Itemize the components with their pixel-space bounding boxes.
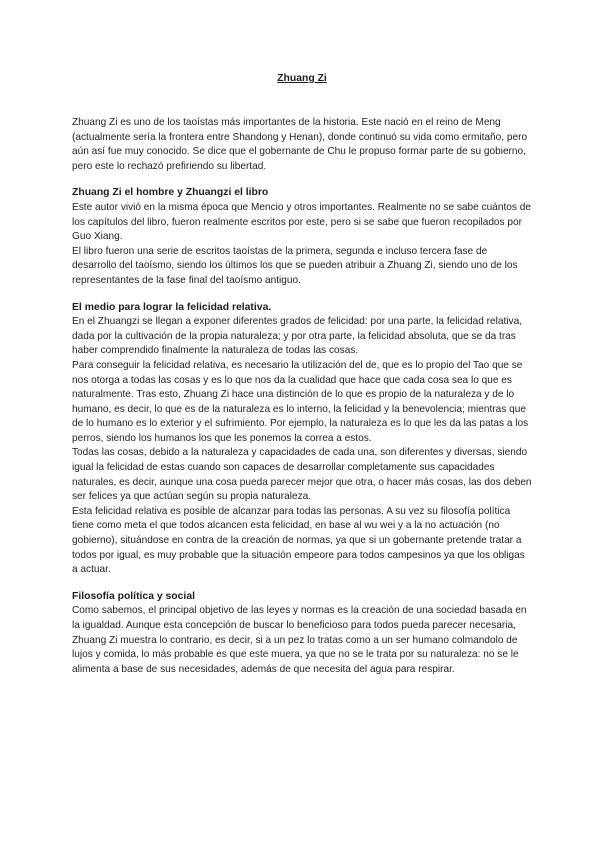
section-heading: El medio para lograr la felicidad relativa. bbox=[72, 301, 272, 313]
spacer bbox=[72, 289, 532, 301]
paragraph: En el Zhuangzi se llegan a exponer diferentes grados de felicidad: por una parte, la felicidad relativa, dada por la cultivación de la propia naturaleza; y por otra parte, la felicidad absoluta, que se da tras haber comprendido finalmente la naturaleza de todas las cosas. bbox=[72, 316, 523, 357]
paragraph: Esta felicidad relativa es posible de alcanzar para todas las personas. A su vez su filosofía política tiene como meta el que todos alcancen esta felicidad, en base al wu wei y a la no actuación (no gobierno), situándose en contra de la creación de normas, ya que si un gobernante pretende tratar a todos por igual, es muy probable que la situación empeore para todos campesinos ya que los obligas a actuar. bbox=[72, 505, 525, 576]
paragraph: Todas las cosas, debido a la naturaleza y capacidades de cada una, son diferentes y diversas, siendo igual la felicidad de estas cuando son capaces de desarrollar completamente sus capacidades naturales, es decir, aunque una cosa pueda parecer mejor que otra, o hacer más cosas, las dos deben ser felices ya que actúan según su propia naturaleza. bbox=[72, 447, 532, 503]
intro-paragraph: Zhuang Zi es uno de los taoístas más importantes de la historia. Este nació en el reino de Meng (actualmente sería la frontera entre Shandong y Henan), donde continuó su vida como ermitaño, pero aún así fue muy conocido. Se dice que el gobernante de Chu le propuso formar parte de su gobierno, pero este lo rechazó prefiriendo su libertad. bbox=[72, 117, 528, 172]
spacer bbox=[72, 86, 532, 116]
document-title: Zhuang Zi bbox=[277, 73, 327, 84]
paragraph: El libro fueron una serie de escritos taoístas de la primera, segunda e incluso tercera fase de desarrollo del taoísmo, siendo los últimos los que se pueden atribuir a Zhuang Zi, siendo uno de los representantes de la fase final del taoísmo antiguo. bbox=[72, 245, 518, 286]
section-heading: Zhuang Zi el hombre y Zhuangzi el libro bbox=[72, 187, 269, 199]
section-felicidad-relativa bbox=[72, 301, 532, 578]
section-hombre-libro bbox=[72, 186, 532, 288]
paragraph: Este autor vivió en la misma época que Mencio y otros importantes. Realmente no se sabe cuántos de los capítulos del libro, fueron realmente escritos por este, pero si se sabe que fueron recopilados por Guo Xiang. bbox=[72, 201, 531, 243]
section-heading: Filosofía política y social bbox=[72, 590, 195, 602]
document-page bbox=[72, 72, 532, 677]
section-filosofia-politica bbox=[72, 590, 532, 678]
spacer bbox=[72, 174, 532, 186]
paragraph: Para conseguir la felicidad relativa, es necesario la utilización del de, que es lo propio del Tao que se nos otorga a todas las cosas y es lo que nos da la cualidad que hace que cada cosa sea lo que es naturalmente. Tras esto, Zhuang Zi hace una distinción de lo que es propio de la naturaleza y de lo humano, es decir, lo que es de la naturaleza es lo interno, la felicidad y la benevolencia; mientras que de lo humano es lo exterior y el sufrimiento. Por ejemplo, la naturaleza es lo que les da las patas a los perros, siendo los humanos los que les ponemos la correa a estos. bbox=[72, 359, 529, 444]
spacer bbox=[72, 578, 532, 590]
paragraph: Como sabemos, el principal objetivo de las leyes y normas es la creación de una sociedad basada en la igualdad. Aunque esta concepción de buscar lo beneficioso para todos pueda parecer necesaria, Zhuang Zi muestra lo contrario, es decir, si a un pez lo tratas como a un ser humano colmandolo de lujos y comida, lo más probable es que este muera, ya que no se le trata por su naturaleza: no se le alimenta a base de sus necesidades, además de que necesita del agua para respirar. bbox=[72, 605, 527, 675]
